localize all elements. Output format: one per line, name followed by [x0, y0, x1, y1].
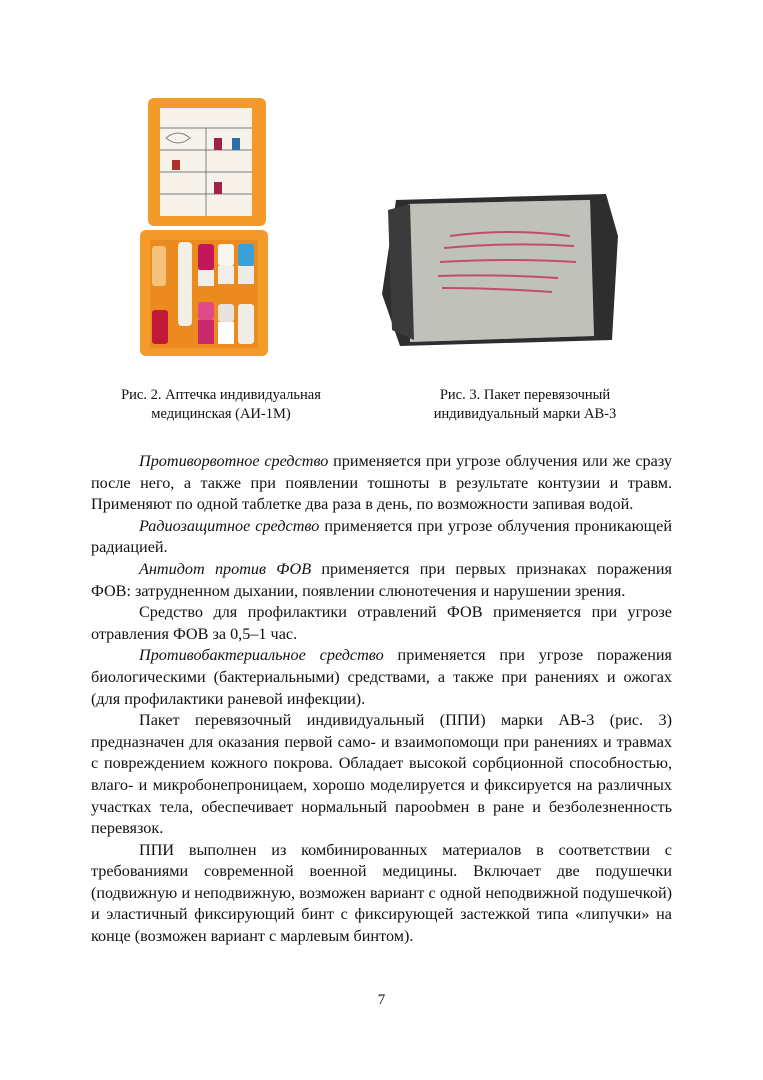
term: Антидот против ФОВ: [139, 559, 312, 578]
caption-line: индивидуальный марки АВ-3: [433, 406, 617, 422]
paragraph: [91, 559, 672, 602]
bandage-package-image: [380, 190, 622, 352]
paragraph: [91, 602, 672, 645]
caption-line: медицинская (АИ-1М): [151, 406, 291, 422]
paragraph-text: Пакет перевязочный индивидуальный (ППИ) марки АВ-3 (рис. 3) предназначен для оказания первой само- и взаимопомощи при ранениях и травмах с повреждением кожного покрова. Обладает высокой сорбционной способностью, влаго- и микробонепроницаем, хорошо моделируется и фиксируется на различных участках тела, обеспечивает нормальный пароobмен в ране и безболезненность перевязок.: [91, 711, 672, 838]
paragraph: [91, 710, 672, 840]
first-aid-kit-image: [136, 98, 272, 356]
paragraph: [91, 451, 672, 516]
paragraph: [91, 516, 672, 559]
paragraph: [91, 840, 672, 948]
page-number: 7: [377, 992, 386, 1008]
caption-line: Рис. 2. Аптечка индивидуальная: [121, 387, 321, 403]
figure-caption-2: [96, 386, 346, 424]
term: Радиозащитное средство: [139, 516, 320, 535]
paragraph-text: применяется при угрозе поражения биологическими (бактериальными) средствами, а также при ранениях и ожогах (для профилактики раневой инфекции).: [91, 646, 672, 708]
paragraph-text: ППИ выполнен из комбинированных материалов в соответствии с требованиями современной военной медицины. Включает две подушечки (подвижную и неподвижную, возможен вариант с одной неподвижной подушечкой) и эластичный фиксирующий бинт с фиксирующей застежкой типа «липучки» на конце (возможен вариант с марлевым бинтом).: [91, 840, 672, 946]
paragraph-text: применяется при угрозе облучения или же сразу после него, а также при появлении тошноты в результате контузии и травм. Применяют по одной таблетке два раза в день, по возможности запивая водой.: [91, 452, 672, 514]
term: Противорвотное средство: [139, 452, 329, 470]
term: Противобактериальное средство: [139, 646, 384, 665]
body-text: [91, 451, 672, 948]
paragraph-text: применяется при первых признаках поражения ФОВ: затрудненном дыхании, появлении слюнотечения и нарушении зрения.: [91, 559, 672, 600]
figure-caption-3: [400, 386, 650, 424]
caption-line: Рис. 3. Пакет перевязочный: [439, 387, 611, 403]
paragraph: [91, 645, 672, 710]
paragraph-text: применяется при угрозе облучения проникающей радиацией.: [91, 516, 672, 557]
paragraph-text: Средство для профилактики отравлений ФОВ применяется при угрозе отравления ФОВ за 0,5–1 час.: [91, 603, 672, 643]
